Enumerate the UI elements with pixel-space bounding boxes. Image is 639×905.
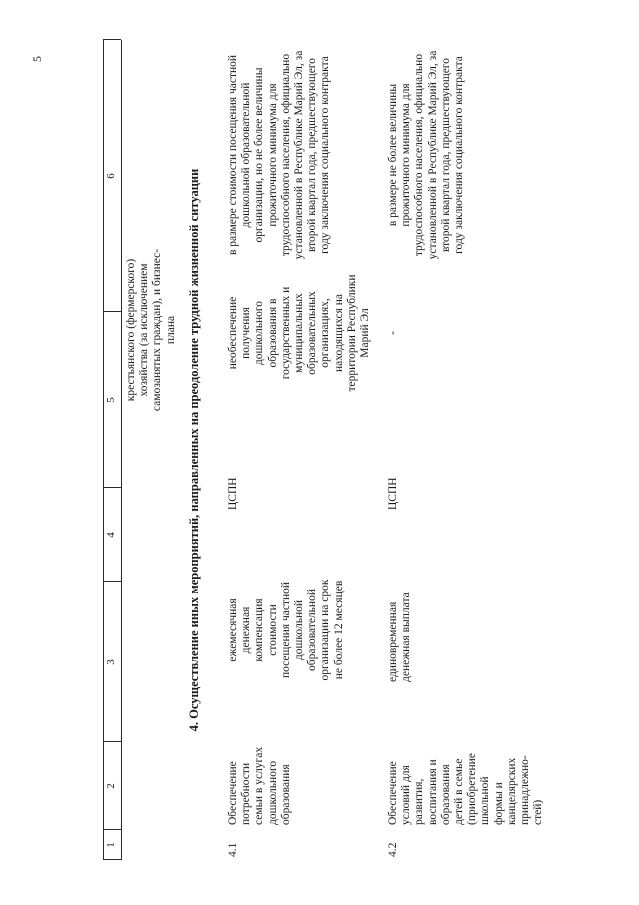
- header-col-2: 2: [105, 783, 117, 789]
- continuation-col5: крестьянского (фермерского) хозяйства (за исключением самозанятых граждан), и бизнес-плана: [125, 248, 177, 412]
- header-col-6: 6: [105, 173, 117, 179]
- row-4-2-executor: ЦСПН: [387, 477, 399, 510]
- header-col-1: 1: [105, 842, 117, 848]
- row-4-1-executor: ЦСПН: [227, 477, 239, 510]
- row-4-2-condition: -: [387, 331, 399, 335]
- row-4-1-support-form: ежемесячная денежная компенсация стоимости посещения частной дошкольной образовательной организации на срок не более 12 месяцев: [227, 579, 345, 681]
- header-col-4: 4: [105, 532, 117, 538]
- landscape-table-page: [103, 40, 545, 860]
- row-4-1-number: 4.1: [227, 842, 239, 857]
- row-4-1-measure: Обеспечение потребности семьи в услугах дошкольного образования: [227, 746, 292, 825]
- row-4-2-support-form: единовременная денежная выплата: [387, 592, 413, 682]
- header-bottom-border: [121, 40, 122, 860]
- row-4-1-amount: в размере стоимости посещения частной дошкольной образовательной организации, но не более величины прожиточного минимума для трудоспособного населения, официально установленной в Республике Марий Эл, за второй квартал года, предшествующего году заключения социального контракта: [227, 50, 332, 260]
- header-col-5: 5: [105, 397, 117, 403]
- row-4-2-measure: Обеспечение условий для развития, воспитания и образования детей в семье (приобретение школьной формы и канцелярских принадлежно-стей): [387, 753, 545, 825]
- header-col-3: 3: [105, 659, 117, 665]
- page-number: 5: [30, 56, 44, 62]
- row-4-1-condition: необеспечение получения дошкольного образования в государственных и муниципальных образовательных организациях, находящихся на территории Республики Марий Эл: [227, 274, 372, 392]
- section-title: 4. Осуществление иных мероприятий, направленных на преодоление трудной жизненной ситуации: [187, 168, 201, 732]
- row-4-2-amount: в размере не более величины прожиточного минимума для трудоспособного населения, официально установленной в Республике Марий Эл, за второй квартал года, предшествующего году заключения социального контракта: [387, 50, 466, 260]
- table-top-border: [103, 40, 104, 860]
- row-4-2-number: 4.2: [387, 842, 399, 857]
